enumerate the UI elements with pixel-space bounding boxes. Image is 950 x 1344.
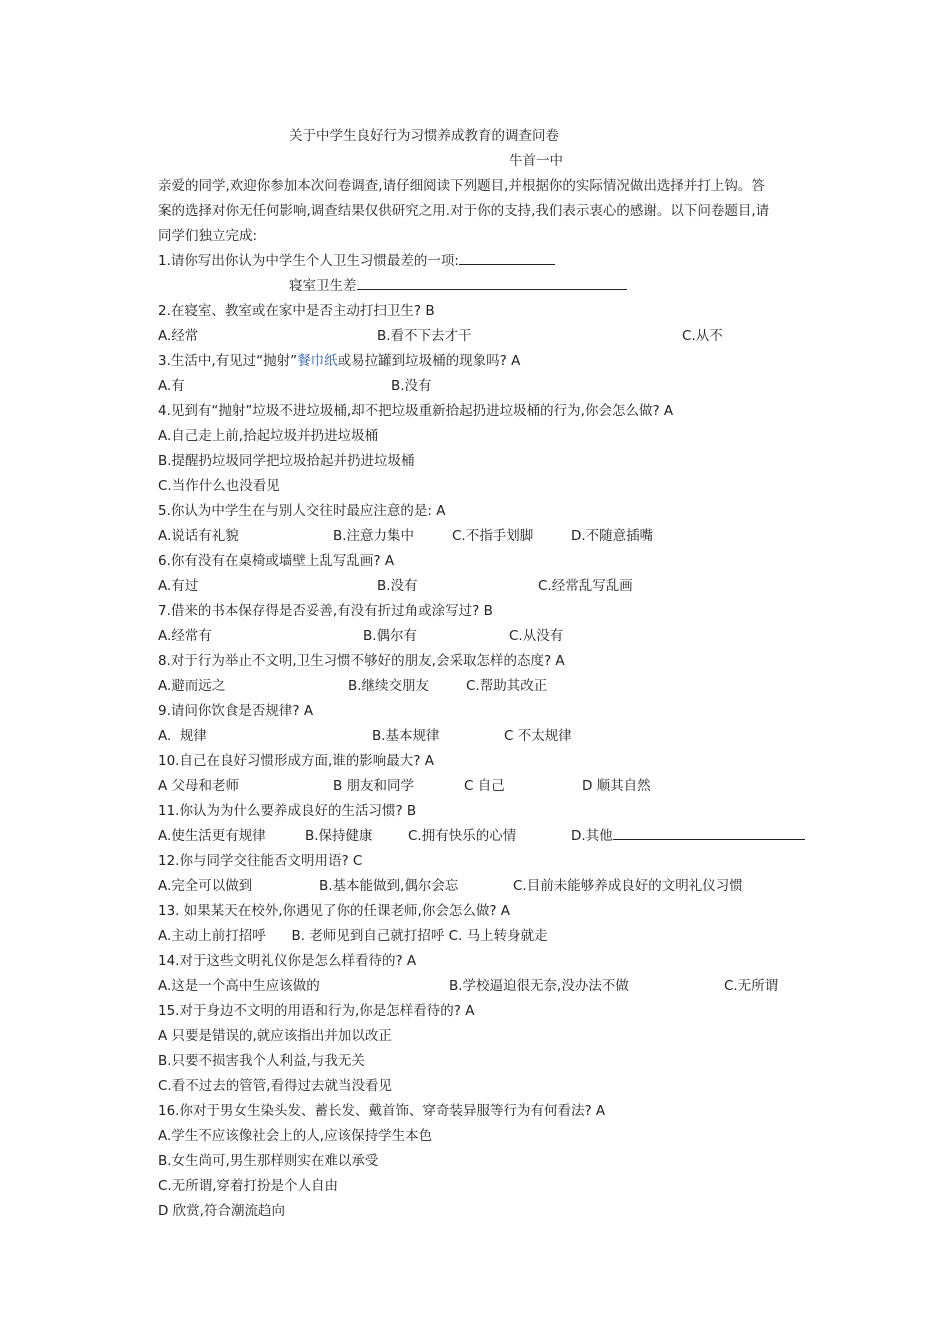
question-3: [158, 349, 818, 374]
question-12: 12.你与同学交往能否文明用语? C: [158, 853, 363, 869]
option: A 父母和老师: [158, 778, 240, 794]
option: B.提醒扔垃圾同学把垃圾拾起并扔进垃圾桶: [158, 453, 415, 469]
option: C.帮助其改正: [466, 678, 548, 694]
intro-paragraph: [158, 174, 818, 249]
option: B.基本能做到,偶尔会忘: [319, 878, 459, 894]
option: B.保持健康: [305, 828, 373, 844]
option: D 顺其自然: [582, 778, 651, 794]
option: A.学生不应该像社会上的人,应该保持学生本色: [158, 1128, 433, 1144]
option: C.经常乱写乱画: [538, 578, 633, 594]
option: C 自己: [464, 778, 505, 794]
option: C.目前未能够养成良好的文明礼仪习惯: [513, 878, 743, 894]
page-title: 关于中学生良好行为习惯养成教育的调查问卷: [289, 128, 559, 144]
option: A.避而远之: [158, 678, 226, 694]
question-10-options: [158, 774, 818, 799]
option: D.不随意插嘴: [571, 528, 654, 544]
question-16: 16.你对于男女生染头发、蓄长发、戴首饰、穿奇装异服等行为有何看法? A: [158, 1103, 606, 1119]
option: A.有过: [158, 578, 199, 594]
question-7: 7.借来的书本保存得是否妥善,有没有折过角或涂写过? B: [158, 603, 493, 619]
option: B.基本规律: [372, 728, 440, 744]
question-13: 13. 如果某天在校外,你遇见了你的任课老师,你会怎么做? A: [158, 903, 511, 919]
option: A.经常: [158, 328, 199, 344]
option: C.从没有: [509, 628, 564, 644]
option: B.偶尔有: [363, 628, 418, 644]
question-text: 或易拉罐到垃圾桶的现象吗? A: [337, 353, 521, 369]
question-5: 5.你认为中学生在与别人交往时最应注意的是: A: [158, 503, 446, 519]
option: B.没有: [377, 578, 418, 594]
question-14-options: [158, 974, 818, 999]
answer-blank: [613, 824, 805, 840]
option: B.看不下去才干: [377, 328, 472, 344]
answer-blank: [357, 274, 627, 290]
option: C.看不过去的管管,看得过去就当没看见: [158, 1078, 393, 1094]
question-5-options: [158, 524, 818, 549]
option-other: [571, 824, 805, 849]
question-6: 6.你有没有在桌椅或墙壁上乱写乱画? A: [158, 553, 395, 569]
option: A.经常有: [158, 628, 212, 644]
question-text: 1.请你写出你认为中学生个人卫生习惯最差的一项:: [158, 253, 459, 269]
intro-line: 案的选择对你无任何影响,调查结果仅供研究之用.对于你的支持,我们表示衷心的感谢。以下问卷题目,请: [158, 203, 770, 219]
question-15: 15.对于身边不文明的用语和行为,你是怎样看待的? A: [158, 1003, 475, 1019]
option: C.无所谓,穿着打扮是个人自由: [158, 1178, 339, 1194]
napkin-link[interactable]: 餐巾纸: [297, 353, 338, 369]
question-14: 14.对于这些文明礼仪你是怎么样看待的? A: [158, 953, 417, 969]
option: A.说话有礼貌: [158, 528, 239, 544]
option: A.完全可以做到: [158, 878, 253, 894]
question-8-options: [158, 674, 818, 699]
option: B.没有: [391, 378, 432, 394]
questionnaire-document: [158, 124, 818, 1224]
option: B 朋友和同学: [333, 778, 415, 794]
answer-text: 寝室卫生差: [289, 278, 357, 294]
option: A.这是一个高中生应该做的: [158, 978, 320, 994]
option: A. 规律: [158, 728, 207, 744]
option: C 不太规律: [504, 728, 572, 744]
question-9-options: [158, 724, 818, 749]
question-4: 4.见到有“抛射”垃圾不进垃圾桶,却不把垃圾重新拾起扔进垃圾桶的行为,你会怎么做? A: [158, 403, 674, 419]
question-2: 2.在寝室、教室或在家中是否主动打扫卫生? B: [158, 303, 435, 319]
question-10: 10.自己在良好习惯形成方面,谁的影响最大? A: [158, 753, 434, 769]
option: A 只要是错误的,就应该指出并加以改正: [158, 1028, 392, 1044]
question-1: [158, 249, 818, 274]
option: C.从不: [682, 328, 723, 344]
option: B.只要不损害我个人利益,与我无关: [158, 1053, 365, 1069]
question-6-options: [158, 574, 818, 599]
question-9: 9.请问你饮食是否规律? A: [158, 703, 314, 719]
option: C.无所谓: [724, 978, 779, 994]
option: A.有: [158, 378, 185, 394]
question-text: 3.生活中,有见过“抛射”: [158, 353, 298, 369]
option: B.学校逼迫很无奈,没办法不做: [449, 978, 629, 994]
option: D.其他: [571, 828, 613, 844]
question-8: 8.对于行为举止不文明,卫生习惯不够好的朋友,会采取怎样的态度? A: [158, 653, 565, 669]
question-3-options: [158, 374, 818, 399]
option: C.不指手划脚: [452, 528, 534, 544]
school-name: 牛首一中: [509, 153, 563, 169]
question-12-options: [158, 874, 818, 899]
question-13-options: A.主动上前打招呼 B. 老师见到自己就打招呼 C. 马上转身就走: [158, 928, 548, 944]
question-7-options: [158, 624, 818, 649]
option: A.使生活更有规律: [158, 828, 266, 844]
option: A.自己走上前,拾起垃圾并扔进垃圾桶: [158, 428, 379, 444]
option: C.当作什么也没看见: [158, 478, 280, 494]
question-2-options: [158, 324, 818, 349]
question-11-options: [158, 824, 818, 849]
option: D 欣赏,符合潮流趋向: [158, 1203, 285, 1219]
answer-blank: [459, 249, 555, 265]
question-11: 11.你认为为什么要养成良好的生活习惯? B: [158, 803, 417, 819]
question-1-answer: [158, 274, 818, 299]
option: B.女生尚可,男生那样则实在难以承受: [158, 1153, 379, 1169]
option: B.继续交朋友: [348, 678, 430, 694]
option: C.拥有快乐的心情: [408, 828, 517, 844]
option: B.注意力集中: [333, 528, 415, 544]
intro-line: 同学们独立完成:: [158, 228, 258, 244]
intro-line: 亲爱的同学,欢迎你参加本次问卷调查,请仔细阅读下列题目,并根据你的实际情况做出选择并打上钩。答: [158, 178, 765, 194]
